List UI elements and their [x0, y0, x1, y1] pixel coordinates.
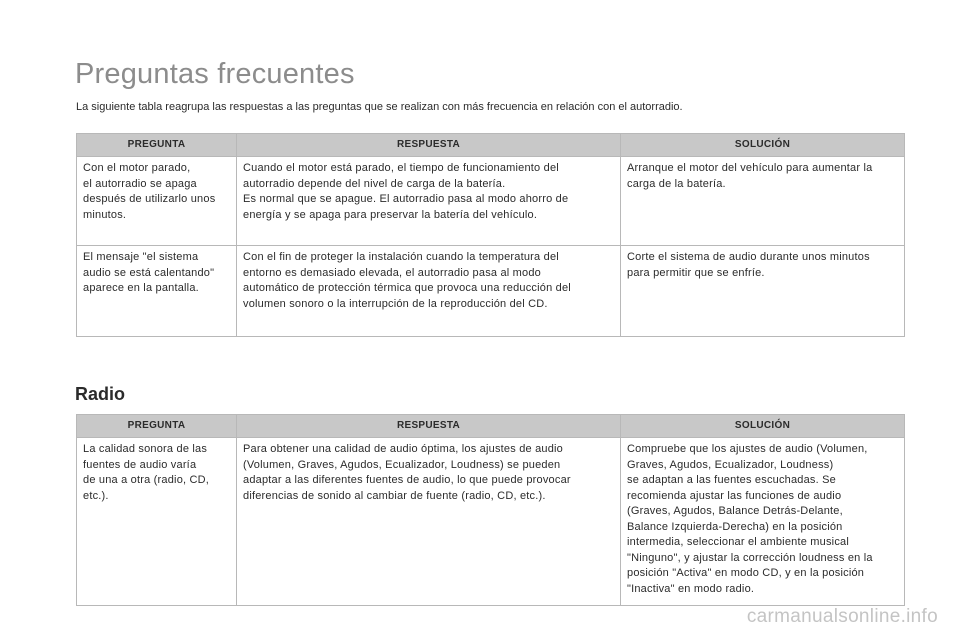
- cell-pregunta: [77, 246, 237, 337]
- cell-pregunta: [77, 157, 237, 246]
- cell-respuesta-text: Con el fin de proteger la instalación cuando la temperatura del entorno es demasiado elevada, el autorradio pasa al modo automático de protección térmica que provoca una reducción del volumen sonoro o la interrupción de la reproducción del CD.: [243, 251, 571, 310]
- cell-respuesta-text: Cuando el motor está parado, el tiempo de funcionamiento del autorradio depende del nivel de carga de la batería. Es normal que se apague. El autorradio pasa al modo ahorro de energía y se apaga para preservar la batería del vehículo.: [243, 162, 569, 221]
- cell-respuesta-text: Para obtener una calidad de audio óptima, los ajustes de audio (Volumen, Graves, Agudos, Ecualizador, Loudness) se pueden adaptar a las diferentes fuentes de audio, lo que puede provocar diferencias de sonido al cambiar de fuente (radio, CD, etc.).: [243, 443, 571, 502]
- faq-table-radio: [76, 414, 905, 606]
- cell-pregunta-text: Con el motor parado, el autorradio se apaga después de utilizarlo unos minutos.: [83, 162, 216, 221]
- cell-respuesta: [237, 157, 621, 246]
- page-title: Preguntas frecuentes: [75, 58, 355, 90]
- cell-solucion-text: Corte el sistema de audio durante unos minutos para permitir que se enfríe.: [627, 251, 870, 279]
- table-header-row: [77, 134, 905, 157]
- column-header-solucion: SOLUCIÓN: [621, 134, 905, 157]
- faq-table-general: [76, 133, 905, 337]
- column-header-respuesta: RESPUESTA: [237, 415, 621, 438]
- cell-solucion: [621, 246, 905, 337]
- cell-pregunta: [77, 438, 237, 606]
- cell-solucion: [621, 438, 905, 606]
- cell-pregunta-text: La calidad sonora de las fuentes de audio varía de una a otra (radio, CD, etc.).: [83, 443, 210, 502]
- cell-solucion-text: Arranque el motor del vehículo para aumentar la carga de la batería.: [627, 162, 873, 190]
- intro-text: La siguiente tabla reagrupa las respuestas a las preguntas que se realizan con más frecuencia en relación con el autorradio.: [76, 101, 683, 113]
- cell-solucion: [621, 157, 905, 246]
- column-header-respuesta: RESPUESTA: [237, 134, 621, 157]
- table-header-row: [77, 415, 905, 438]
- table-row: [77, 157, 905, 246]
- cell-respuesta: [237, 246, 621, 337]
- section-title-radio: Radio: [75, 384, 126, 404]
- column-header-solucion: SOLUCIÓN: [621, 415, 905, 438]
- table-row: [77, 246, 905, 337]
- column-header-pregunta: PREGUNTA: [77, 415, 237, 438]
- cell-solucion-text: Compruebe que los ajustes de audio (Volumen, Graves, Agudos, Ecualizador, Loudness) se adaptan a las fuentes escuchadas. Se recomienda ajustar las funciones de audio (Graves, Agudos, Balance Detrás-Delante, Balance Izquierda-Derecha) en la posición intermedia, seleccionar el ambiente musical "Ninguno", y ajustar la corrección loudness en la posición "Activa" en modo CD, y en la posición "Inactiva" en modo radio.: [627, 443, 873, 595]
- watermark: carmanualsonline.info: [746, 606, 938, 627]
- cell-respuesta: [237, 438, 621, 606]
- table-row: [77, 438, 905, 606]
- column-header-pregunta: PREGUNTA: [77, 134, 237, 157]
- cell-pregunta-text: El mensaje "el sistema audio se está calentando" aparece en la pantalla.: [83, 251, 215, 294]
